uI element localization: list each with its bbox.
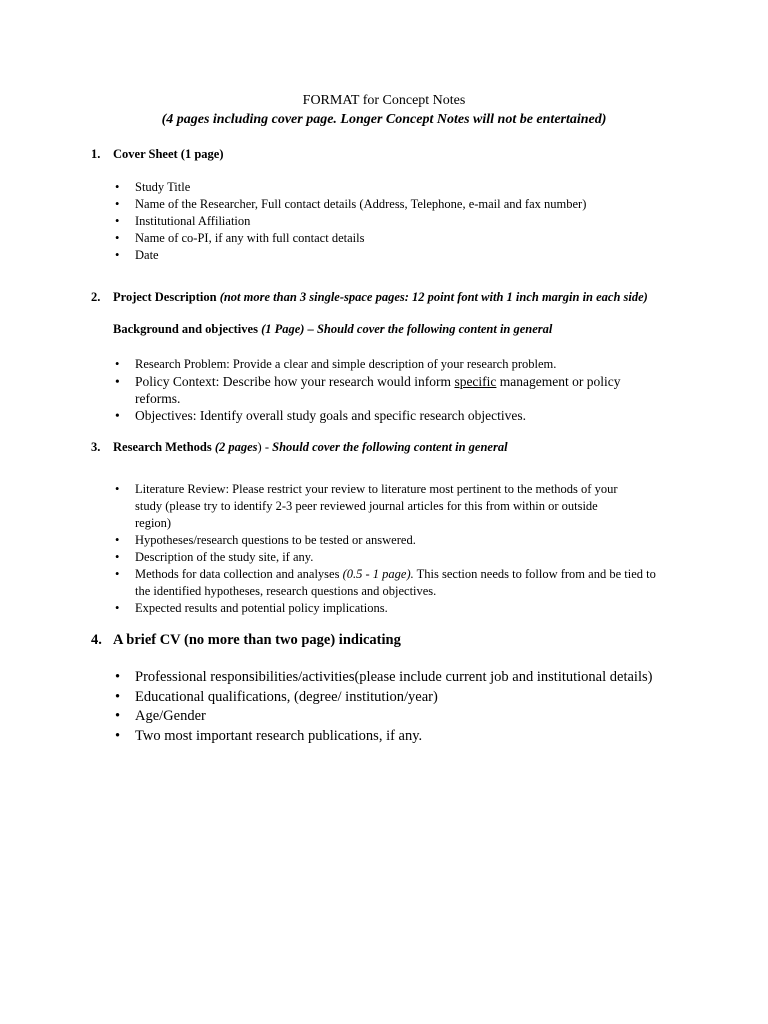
list-item: • Policy Context: Describe how your research would inform specific management or policy reforms. — [115, 374, 621, 406]
bullet-icon: • — [115, 708, 121, 724]
bullet-icon: • — [115, 180, 120, 194]
list-item: • Hypotheses/research questions to be tested or answered. — [115, 533, 416, 547]
section-4-heading — [91, 632, 401, 649]
bullet-icon: • — [115, 669, 121, 685]
section-title: Research Methods — [113, 440, 212, 454]
underlined-word: specific — [454, 374, 497, 389]
section-title: Project Description — [113, 290, 217, 304]
list-item: • Age/Gender — [113, 707, 652, 727]
bullet-icon: • — [115, 214, 120, 228]
section-4-list — [113, 668, 652, 746]
section-1-heading — [91, 147, 224, 162]
bullet-icon: • — [115, 533, 120, 547]
list-item: • Name of the Researcher, Full contact details (Address, Telephone, e-mail and fax number) — [115, 197, 587, 211]
bullet-icon: • — [115, 482, 120, 496]
bullet-icon: • — [115, 248, 120, 262]
section-number: 2. — [91, 290, 101, 304]
list-item: • Description of the study site, if any. — [115, 550, 314, 564]
bullet-icon: • — [115, 550, 120, 564]
list-item: • Educational qualifications, (degree/ institution/year) — [113, 688, 652, 708]
bullet-icon: • — [115, 374, 120, 389]
section-number: 4. — [91, 632, 102, 648]
section-title: A brief CV (no more than two page) indicating — [113, 632, 401, 648]
list-item: • Date — [115, 248, 159, 262]
page-subtitle: (4 pages including cover page. Longer Concept Notes will not be entertained) — [161, 112, 607, 127]
bullet-icon: • — [115, 357, 120, 371]
list-item: • Study Title — [115, 180, 191, 194]
section-number: 1. — [91, 147, 101, 161]
bullet-icon: • — [115, 408, 120, 423]
list-item: • Objectives: Identify overall study goals and specific research objectives. — [115, 408, 526, 423]
page-title: FORMAT for Concept Notes — [302, 93, 466, 108]
bullet-icon: • — [115, 231, 120, 245]
subheading-title: Background and objectives — [113, 322, 258, 336]
list-item: • Name of co-PI, if any with full contact details — [115, 231, 365, 245]
section-number: 3. — [91, 440, 101, 454]
section-note: (not more than 3 single-space pages: 12 point font with 1 inch margin in each side) — [219, 290, 648, 304]
bullet-icon: • — [115, 601, 120, 615]
bullet-icon: • — [115, 727, 121, 744]
bullet-icon: • — [115, 688, 121, 705]
list-item: • Institutional Affiliation — [115, 214, 251, 228]
list-item: • Literature Review: Please restrict your review to literature most pertinent to the methods of your study (please try to identify 2-3 peer reviewed journal articles for this from within or outside region) — [115, 482, 618, 530]
section-2-list — [113, 356, 621, 424]
list-item: • Methods for data collection and analyses (0.5 - 1 page). This section needs to follow from and be tied to the identified hypotheses, research questions and objectives. — [115, 567, 656, 598]
list-item: • Professional responsibilities/activities(please include current job and institutional details) — [113, 668, 652, 688]
section-title: Cover Sheet (1 page) — [113, 147, 224, 161]
list-item: • Expected results and potential policy implications. — [115, 601, 388, 615]
section-2-heading — [91, 290, 648, 305]
list-item: • Two most important research publications, if any. — [113, 727, 652, 747]
list-item: • Research Problem: Provide a clear and simple description of your research problem. — [115, 357, 557, 371]
subheading-note: (1 Page) – Should cover the following content in general — [261, 322, 553, 336]
bullet-icon: • — [115, 567, 120, 581]
bullet-icon: • — [115, 197, 120, 211]
section-3-heading: 3. Research Methods (2 pages) - Should cover the following content in general — [91, 440, 508, 454]
section-2-subheading — [113, 322, 552, 337]
section-3-list — [113, 481, 656, 617]
section-1-list — [113, 179, 586, 264]
